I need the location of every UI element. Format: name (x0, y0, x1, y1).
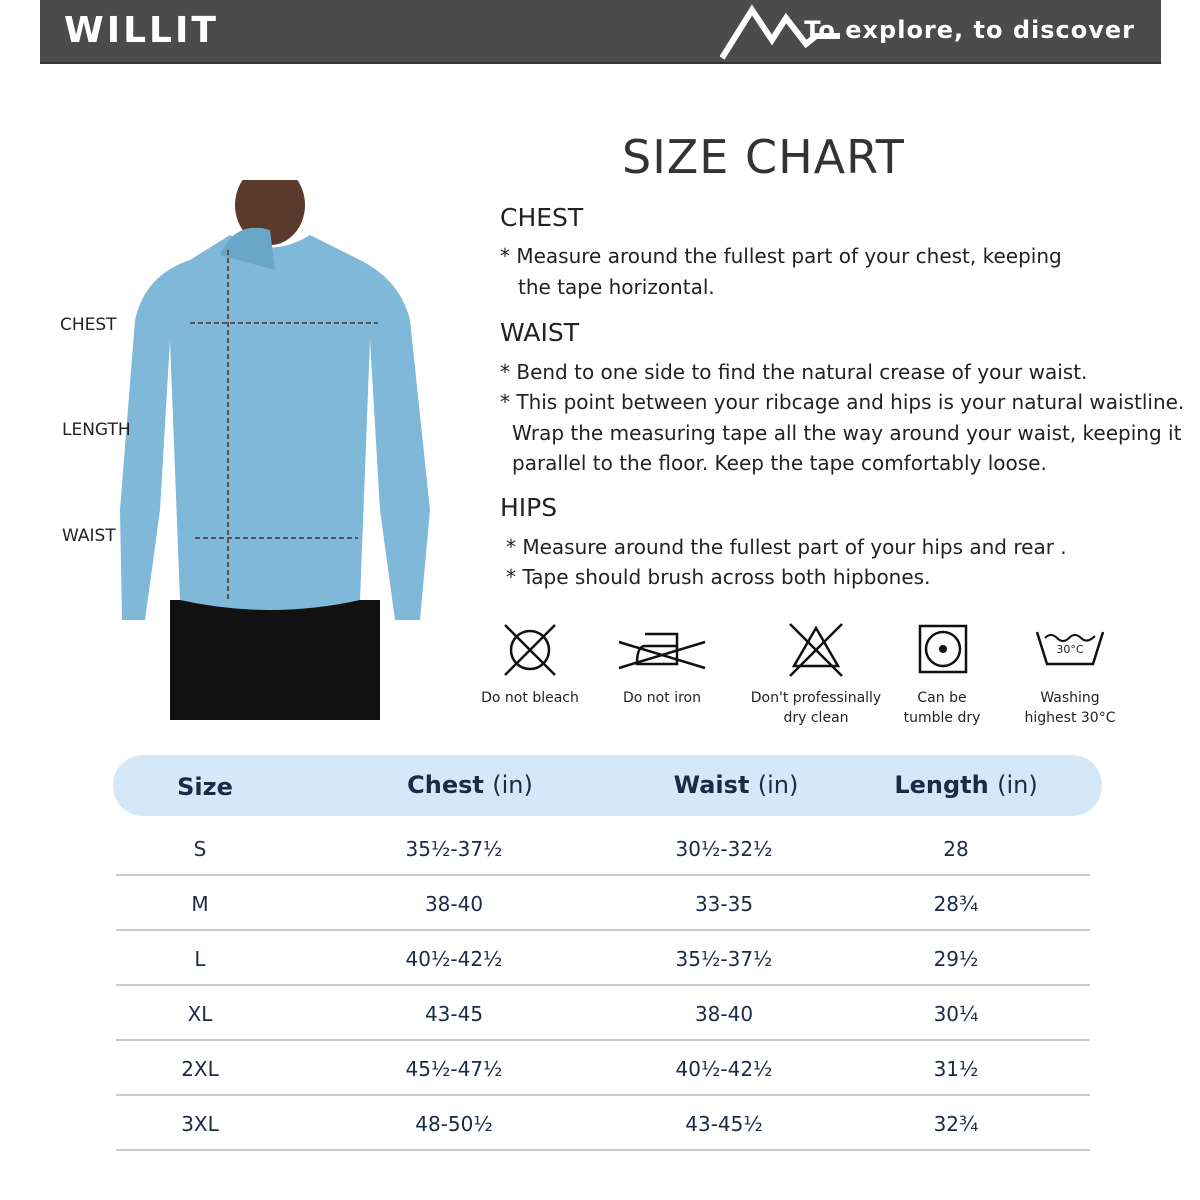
header-chest: Chest (in) (407, 771, 533, 799)
wash-30-icon: 30°C (1033, 620, 1107, 680)
cell-length: 30¼ (933, 1002, 979, 1026)
shirt-figure (60, 180, 440, 729)
chest-label: CHEST (60, 315, 117, 335)
cell-size: XL (187, 1002, 213, 1026)
brand-logo: WILLIT (64, 10, 219, 51)
tagline: To explore, to discover (804, 16, 1135, 44)
waist-line-1: * Bend to one side to find the natural crease of your waist. (500, 360, 1088, 384)
no-dry-clean-icon (786, 620, 846, 680)
care-no-bleach: Do not bleach (460, 620, 600, 708)
care-no-iron: Do not iron (592, 620, 732, 708)
cell-chest: 35½-37½ (405, 837, 503, 861)
cell-waist: 35½-37½ (675, 947, 773, 971)
cell-waist: 40½-42½ (675, 1057, 773, 1081)
waist-label: WAIST (62, 526, 116, 546)
tumble-dry-icon (912, 620, 972, 680)
cell-chest: 43-45 (424, 1002, 484, 1026)
cell-waist: 30½-32½ (675, 837, 773, 861)
table-row (116, 821, 1090, 876)
cell-size: S (193, 837, 207, 861)
chest-heading: CHEST (500, 203, 584, 232)
no-bleach-icon (500, 620, 560, 680)
care-wash-30: 30°C Washing highest 30°C (1000, 620, 1140, 728)
hips-heading: HIPS (500, 493, 558, 522)
table-row (116, 1041, 1090, 1096)
care-tumble-dry: Can be tumble dry (872, 620, 1012, 728)
size-table-header (113, 755, 1102, 816)
waist-heading: WAIST (500, 318, 579, 347)
chest-line-2: the tape horizontal. (518, 275, 715, 299)
table-row (116, 876, 1090, 931)
table-row (116, 1096, 1090, 1151)
cell-size: L (194, 947, 206, 971)
waist-line-3: Wrap the measuring tape all the way around your waist, keeping it (512, 421, 1182, 445)
cell-length: 32¾ (933, 1112, 979, 1136)
cell-size: 3XL (181, 1112, 219, 1136)
cell-chest: 45½-47½ (405, 1057, 503, 1081)
cell-waist: 33-35 (694, 892, 754, 916)
header-waist: Waist (in) (673, 771, 799, 799)
cell-chest: 48-50½ (415, 1112, 493, 1136)
header-length: Length (in) (894, 771, 1038, 799)
cell-chest: 40½-42½ (405, 947, 503, 971)
no-iron-icon (617, 620, 707, 680)
table-row (116, 986, 1090, 1041)
waist-line-2: * This point between your ribcage and hips is your natural waistline. (500, 390, 1185, 414)
page-title: SIZE CHART (622, 130, 905, 184)
hips-line-2: * Tape should brush across both hipbones. (506, 565, 931, 589)
cell-length: 28¾ (933, 892, 979, 916)
hips-line-1: * Measure around the fullest part of your hips and rear . (506, 535, 1067, 559)
cell-waist: 38-40 (694, 1002, 754, 1026)
care-no-dry-clean: Don't professinally dry clean (746, 620, 886, 728)
cell-size: M (191, 892, 209, 916)
cell-waist: 43-45½ (685, 1112, 763, 1136)
cell-length: 31½ (933, 1057, 979, 1081)
waist-line-4: parallel to the floor. Keep the tape comfortably loose. (512, 451, 1047, 475)
cell-chest: 38-40 (424, 892, 484, 916)
cell-length: 29½ (933, 947, 979, 971)
header-size: Size (177, 773, 233, 801)
cell-size: 2XL (181, 1057, 219, 1081)
header-bar (40, 0, 1161, 64)
length-label: LENGTH (62, 420, 131, 440)
chest-line-1: * Measure around the fullest part of your chest, keeping (500, 244, 1062, 268)
table-row (116, 931, 1090, 986)
cell-length: 28 (943, 837, 969, 861)
